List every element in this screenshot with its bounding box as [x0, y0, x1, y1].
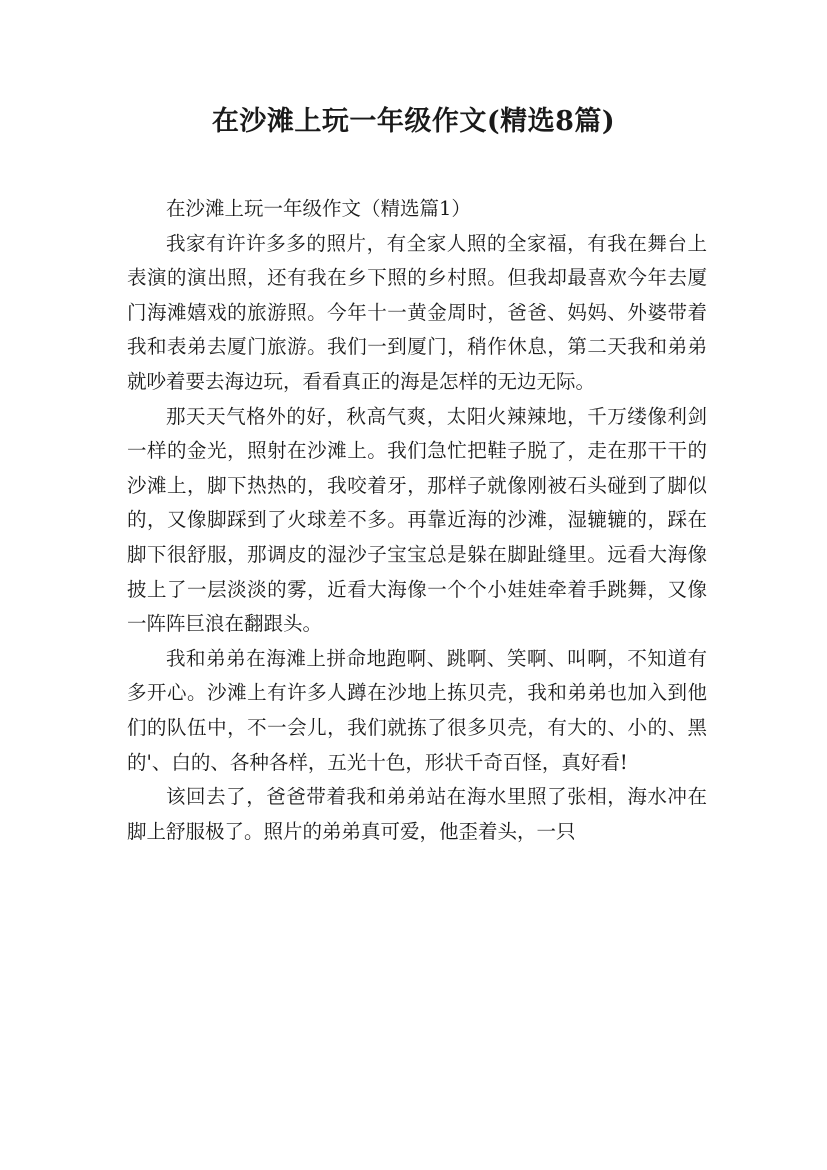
- section-heading: 在沙滩上玩一年级作文（精选篇1）: [166, 197, 471, 220]
- document-body: [127, 192, 707, 849]
- paragraph-2: 那天天气格外的好，秋高气爽，太阳火辣辣地，千万缕像利剑一样的金光，照射在沙滩上。我们急忙把鞋子脱了，走在那干干的沙滩上，脚下热热的，我咬着牙，那样子就像刚被石头碰到了脚似的，又像脚踩到了火球差不多。再靠近海的沙滩，湿辘辘的，踩在脚下很舒服，那调皮的湿沙子宝宝总是躲在脚趾缝里。远看大海像披上了一层淡淡的雾，近看大海像一个个小娃娃牵着手跳舞，又像一阵阵巨浪在翻跟头。: [127, 404, 707, 636]
- paragraph-3: 我和弟弟在海滩上拼命地跑啊、跳啊、笑啊、叫啊，不知道有多开心。沙滩上有许多人蹲在沙地上拣贝壳，我和弟弟也加入到他们的队伍中，不一会儿，我们就拣了很多贝壳，有大的、小的、黑的'、白的、各种各样，五光十色，形状千奇百怪，真好看!: [127, 646, 707, 774]
- paragraph-4: 该回去了，爸爸带着我和弟弟站在海水里照了张相，海水冲在脚上舒服极了。照片的弟弟真可爱，他歪着头，一只: [127, 785, 707, 843]
- document-title: 在沙滩上玩一年级作文(精选8篇): [211, 106, 616, 137]
- paragraph-1: 我家有许许多多的照片，有全家人照的全家福，有我在舞台上表演的演出照，还有我在乡下照的乡村照。但我却最喜欢今年去厦门海滩嬉戏的旅游照。今年十一黄金周时，爸爸、妈妈、外婆带着我和表弟去厦门旅游。我们一到厦门，稍作休息，第二天我和弟弟就吵着要去海边玩，看看真正的海是怎样的无边无际。: [127, 231, 707, 393]
